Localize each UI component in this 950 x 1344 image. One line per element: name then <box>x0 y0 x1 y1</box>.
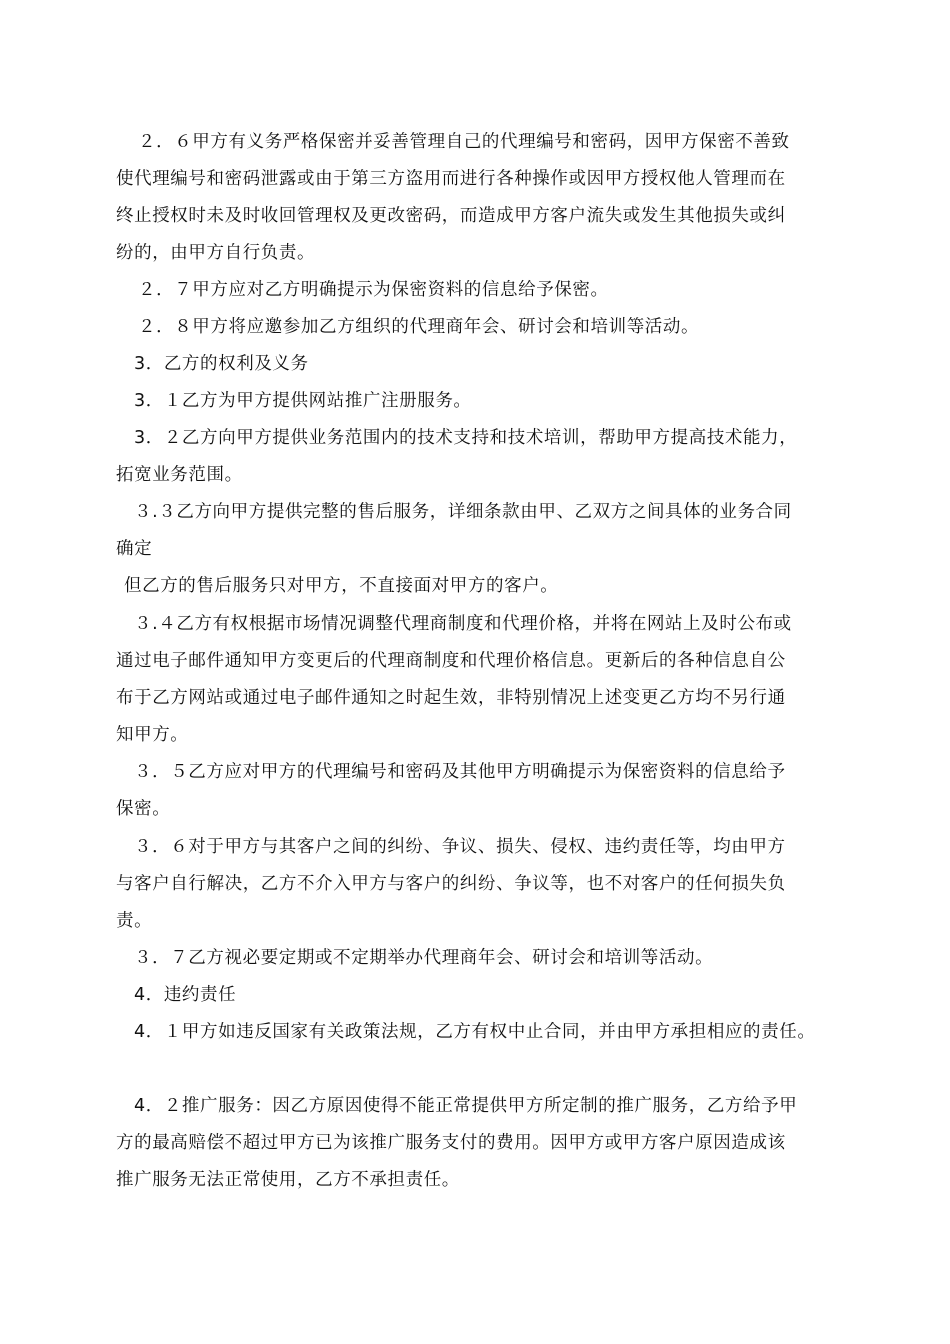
clause-2-6-line-1: ２．６甲方有义务严格保密并妥善管理自己的代理编号和密码，因甲方保密不善致 <box>138 132 790 152</box>
clause-3-2-line-2: 拓宽业务范围。 <box>116 465 243 485</box>
clause-4-2-line-3: 推广服务无法正常使用，乙方不承担责任。 <box>116 1170 460 1190</box>
clause-3-6-line-2: 与客户自行解决，乙方不介入甲方与客户的纠纷、争议等，也不对客户的任何损失负 <box>116 874 786 894</box>
clause-3-6-line-1: ３．６对于甲方与其客户之间的纠纷、争议、损失、侵权、违约责任等，均由甲方 <box>134 837 786 857</box>
clause-2-8: ２．８甲方将应邀参加乙方组织的代理商年会、研讨会和培训等活动。 <box>138 317 700 337</box>
clause-2-7: ２．７甲方应对乙方明确提示为保密资料的信息给予保密。 <box>138 280 609 300</box>
clause-3-4-line-4: 知甲方。 <box>116 725 189 745</box>
clause-3-1: 3．１乙方为甲方提供网站推广注册服务。 <box>134 391 472 411</box>
section-4-heading: 4．违约责任 <box>134 985 237 1005</box>
clause-3-4-line-2: 通过电子邮件通知甲方变更后的代理商制度和代理价格信息。更新后的各种信息自公 <box>116 651 786 671</box>
clause-4-2-line-1: 4．２推广服务：因乙方原因使得不能正常提供甲方所定制的推广服务，乙方给予甲 <box>134 1096 798 1116</box>
clause-2-6-line-3: 终止授权时未及时收回管理权及更改密码，而造成甲方客户流失或发生其他损失或纠 <box>116 206 786 226</box>
clause-2-6-line-2: 使代理编号和密码泄露或由于第三方盗用而进行各种操作或因甲方授权他人管理而在 <box>116 169 786 189</box>
clause-3-2-line-1: 3．２乙方向甲方提供业务范围内的技术支持和技术培训，帮助甲方提高技术能力， <box>134 428 798 448</box>
clause-4-2-line-2: 方的最高赔偿不超过甲方已为该推广服务支付的费用。因甲方或甲方客户原因造成该 <box>116 1133 786 1153</box>
clause-3-3-line-2: 确定 <box>116 539 153 559</box>
section-3-heading: 3．乙方的权利及义务 <box>134 354 309 374</box>
clause-3-3-line-1: ３.３乙方向甲方提供完整的售后服务，详细条款由甲、乙双方之间具体的业务合同 <box>134 502 792 522</box>
clause-3-4-line-3: 布于乙方网站或通过电子邮件通知之时起生效，非特别情况上述变更乙方均不另行通 <box>116 688 786 708</box>
clause-3-5-line-1: ３．５乙方应对甲方的代理编号和密码及其他甲方明确提示为保密资料的信息给予 <box>134 762 786 782</box>
clause-3-4-line-1: ３.４乙方有权根据市场情况调整代理商制度和代理价格，并将在网站上及时公布或 <box>134 614 792 634</box>
clause-4-1: 4．１甲方如违反国家有关政策法规，乙方有权中止合同，并由甲方承担相应的责任。 <box>134 1022 816 1042</box>
clause-3-7: ３．７乙方视必要定期或不定期举办代理商年会、研讨会和培训等活动。 <box>134 948 714 968</box>
clause-3-3-line-3: 但乙方的售后服务只对甲方，不直接面对甲方的客户。 <box>124 576 559 596</box>
clause-3-6-line-3: 责。 <box>116 911 153 931</box>
clause-2-6-line-4: 纷的，由甲方自行负责。 <box>116 243 316 263</box>
clause-3-5-line-2: 保密。 <box>116 799 171 819</box>
